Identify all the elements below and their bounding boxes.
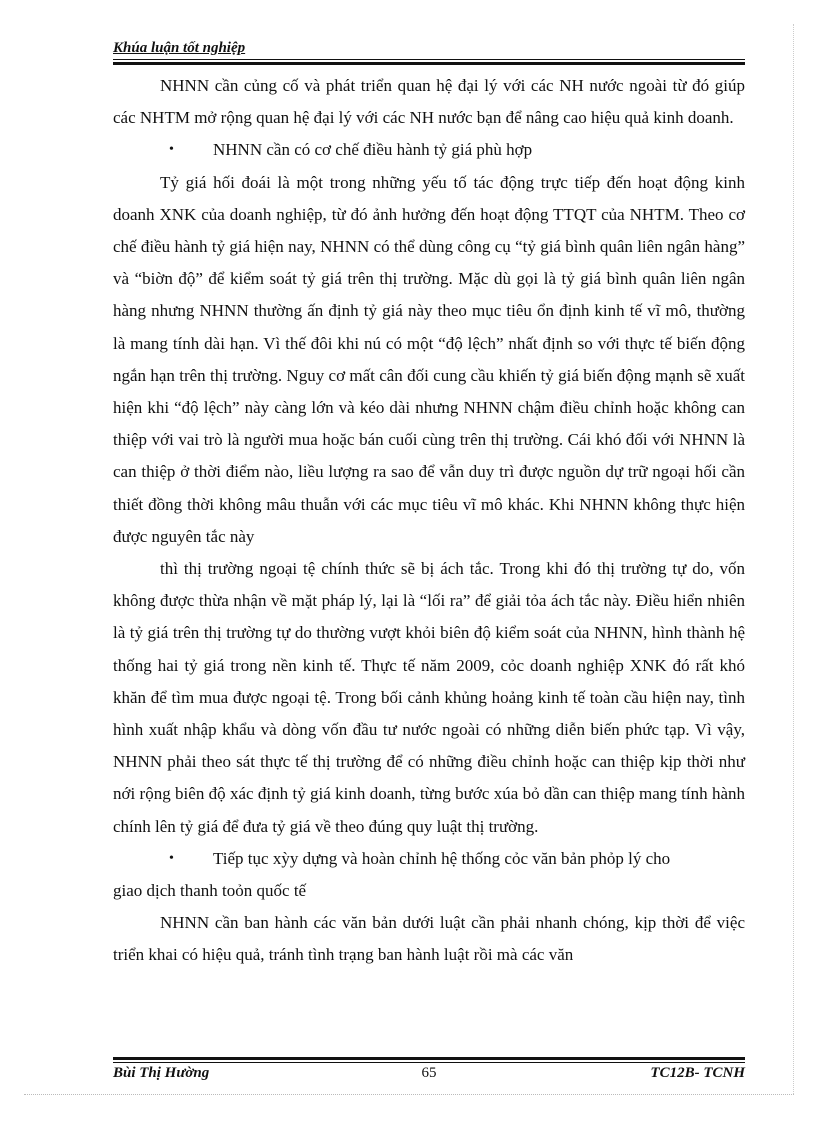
- header-rule-thin: [113, 59, 745, 60]
- page-header: [113, 39, 745, 57]
- bullet-text-1: NHNN cần có cơ chế điều hành tỷ giá phù hợp: [213, 140, 533, 160]
- page-footer: [113, 1065, 745, 1087]
- bullet-icon: •: [169, 850, 174, 866]
- bullet-icon: •: [169, 142, 174, 158]
- page-border-bottom: [24, 1094, 794, 1095]
- page-number: 65: [421, 1065, 437, 1081]
- paragraph-1: NHNN cần củng cố và phát triển quan hệ đại lý với các NH nước ngoài từ đó giúp các NHTM mở rộng quan hệ đại lý với các NH nước bạn để nâng cao hiệu quả kinh doanh.: [113, 76, 745, 128]
- footer-rule-thin: [113, 1062, 745, 1063]
- bullet-text-2: Tiếp tục xỳy dựng và hoàn chỉnh hệ thống cỏc văn bản phỏp lý cho: [213, 848, 671, 868]
- footer-rule-thick: [113, 1057, 745, 1060]
- footer-author: Bùi Thị Hường: [113, 1065, 210, 1081]
- page-body: [113, 70, 745, 972]
- footer-class-code: TC12B- TCNH: [650, 1065, 745, 1081]
- header-title: Khúa luận tốt nghiệp: [113, 40, 246, 56]
- header-rule-thick: [113, 62, 745, 65]
- bullet-item-1: [113, 134, 745, 166]
- paragraph-3: thì thị trường ngoại tệ chính thức sẽ bị ách tắc. Trong khi đó thị trường tự do, vốn không được thừa nhận về mặt pháp lý, lại là “lối ra” để giải tỏa ách tắc này. Điều hiển nhiên là tỷ giá trên thị trường tự do thường vượt khỏi biên độ kiểm soát của NHNN, hình thành hệ thống hai tỷ giá trong nền kinh tế. Thực tế năm 2009, cỏc doanh nghiệp XNK đó rất khó khăn để tìm mua được ngoại tệ. Trong bối cảnh khủng hoảng kinh tế toàn cầu hiện nay, tình hình xuất nhập khẩu và dòng vốn đầu tư nước ngoài có những diễn biến phức tạp. Vì vậy, NHNN phải theo sát thực tế thị trường để có những điều chỉnh hoặc can thiệp kịp thời như nới rộng biên độ xác định tỷ giá kinh doanh, từng bước xúa bỏ dần can thiệp mang tính hành chính lên tỷ giá để đưa tỷ giá về theo đúng quy luật thị trường.: [113, 559, 745, 836]
- paragraph-2: Tỷ giá hối đoái là một trong những yếu tố tác động trực tiếp đến hoạt động kinh doanh XNK của doanh nghiệp, từ đó ảnh hưởng đến hoạt động TTQT của NHTM. Theo cơ chế điều hành tỷ giá hiện nay, NHNN có thể dùng công cụ “tỷ giá bình quân liên ngân hàng” và “biờn độ” để kiểm soát tỷ giá trên thị trường. Mặc dù gọi là tỷ giá bình quân liên ngân hàng nhưng NHNN thường ấn định tỷ giá này theo mục tiêu ổn định kinh tế vĩ mô, thường là mang tính dài hạn. Vì thế đôi khi nú có một “độ lệch” nhất định so với thực tế biến động ngắn hạn trên thị trường. Nguy cơ mất cân đối cung cầu khiến tỷ giá biến động mạnh sẽ xuất hiện khi “độ lệch” này càng lớn và kéo dài nhưng NHNN chậm điều chỉnh hoặc không can thiệp với vai trò là người mua hoặc bán cuối cùng trên thị trường. Cái khó đối với NHNN là can thiệp ở thời điểm nào, liều lượng ra sao để vẫn duy trì được nguồn dự trữ ngoại hối cần thiết đồng thời không mâu thuẫn với các mục tiêu vĩ mô khác. Khi NHNN không thực hiện được nguyên tắc này: [113, 172, 745, 546]
- bullet-text-2-continued: giao dịch thanh toỏn quốc tế: [113, 881, 307, 901]
- page-border-right: [793, 24, 794, 1094]
- paragraph-4: NHNN cần ban hành các văn bản dưới luật cần phải nhanh chóng, kịp thời để việc triển khai có hiệu quả, tránh tình trạng ban hành luật rồi mà các văn: [113, 913, 745, 965]
- bullet-item-2: [113, 843, 745, 875]
